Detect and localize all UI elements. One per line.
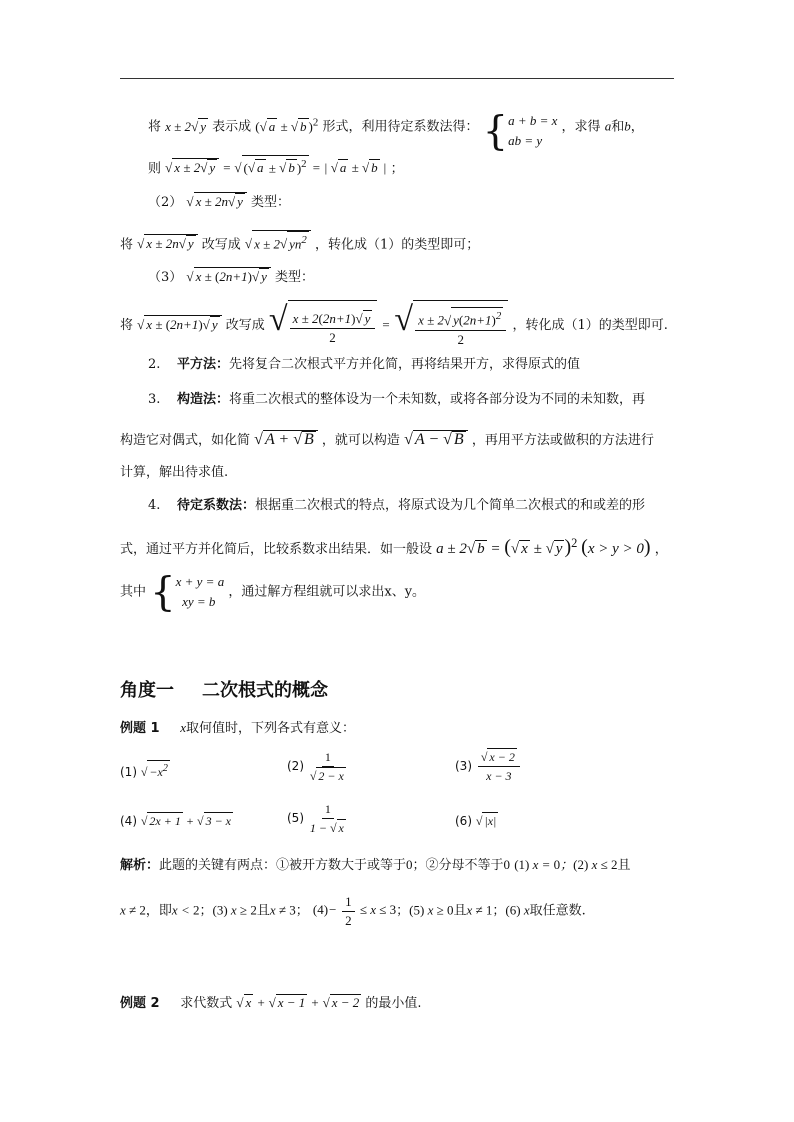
method-undetermined-line2: 式，通过平方并化简后，比较系数求出结果．如一般设 a ± 2√ b = (√ x ± √ y )$^2$ (x > y > 0) ， [120,533,680,560]
example-2-statement: 例题 2 求代数式 √ x + √ x − 1 + √ x − 2 的最小值. [120,993,680,1014]
paragraph-type-3-rewrite: 将 √ x ± (2n+1)√ y 改写成 √ $\frac{x \pm 2(2n+1)√ y}{2}$ = √ $\frac{x \pm 2√ y(2n+1)^2}{2}$ ，转化成（1）的类型即可. [120,300,680,351]
example-1-item-3: (3) √ $\frac{x - 2}{x - 3}$ [455,748,522,785]
example-1-item-1: (1) √ $-x^2$ [120,760,170,780]
example-1-item-2: (2) 1 √ 2 − x [287,748,348,785]
example-1-item-6: (6) √ |x| [455,812,498,829]
formula-simplification: √ x ± 2√ y = √ (√ a ± √ b )$^2$ = | √ a ± √ b | [165,160,386,175]
method-undetermined-line3: 其中 { x + y = a xy = b ，通过解方程组就可以求出x、y。 [120,569,426,615]
paragraph-form-explanation: 将 x ± 2√ y 表示成 (√ a ± √ b )$^2$ 形式，利用待定系数法得： { a + b = x ab = y ，求得 a和b， [148,105,708,149]
section-heading: 角度一 二次根式的概念 [120,680,328,701]
method-construct-line3: 计算，解出待求值. [120,465,229,480]
system-a-b: { a + b = x ab = y [482,108,558,154]
paragraph-type-2: （2） √ x ± 2n√ y 类型： [148,192,708,213]
example-1-item-4: (4) √ 2x + 1 + √ 3 − x [120,812,233,829]
formula-x-pm-2sqrt-y: x ± 2√ y [165,119,208,134]
method-undetermined: 4. 待定系数法：根据重二次根式的特点，将原式设为几个简单二次根式的和或差的形 [148,498,645,513]
solution-line1: 解析：此题的关键有两点：①被开方数大于或等于0；②分母不等于0 (1) x = 0；(2) x ≤ 2且 [120,857,631,873]
paragraph-type-2-rewrite: 将 √ x ± 2n√ y 改写成 √ x ± 2√ $yn^2$ ，转化成（1）的类型即可； [120,230,680,255]
example-1-item-5: (5) $\frac{1}{1 - √ x}$ [287,800,348,837]
header-rule [120,78,674,79]
method-construct-line2: 构造它对偶式，如化简 √ A + √ B ，就可以构造 √ A − √ B ，再用平方法或做积的方法进行 [120,430,680,451]
method-construct: 3. 构造法：将重二次根式的整体设为一个未知数，或将各部分设为不同的未知数，再 [148,392,645,407]
system-x-y: { x + y = a xy = b [150,569,225,615]
method-square: 2. 平方法：先将复合二次根式平方并化简，再将结果开方，求得原式的值 [148,357,580,372]
paragraph-type-3: （3） √ x ± (2n+1)√ y 类型： [148,267,708,288]
solution-line2: x ≠ 2，即x < 2；(3) x ≥ 2且x ≠ 3； (4)− $\frac{1}{2}$ ≤ x ≤ 3；(5) x ≥ 0且x ≠ 1；(6) x取任意数. [120,894,586,928]
example-1-statement: 例题 1 x取何值时，下列各式有意义： [120,720,356,736]
formula-sqrt-a-pm-sqrt-b-squared: (√ a ± √ b )$^2$ [255,119,318,134]
paragraph-result: 则 √ x ± 2√ y = √ (√ a ± √ b )$^2$ = | √ a ± √ b | ； [148,155,708,179]
